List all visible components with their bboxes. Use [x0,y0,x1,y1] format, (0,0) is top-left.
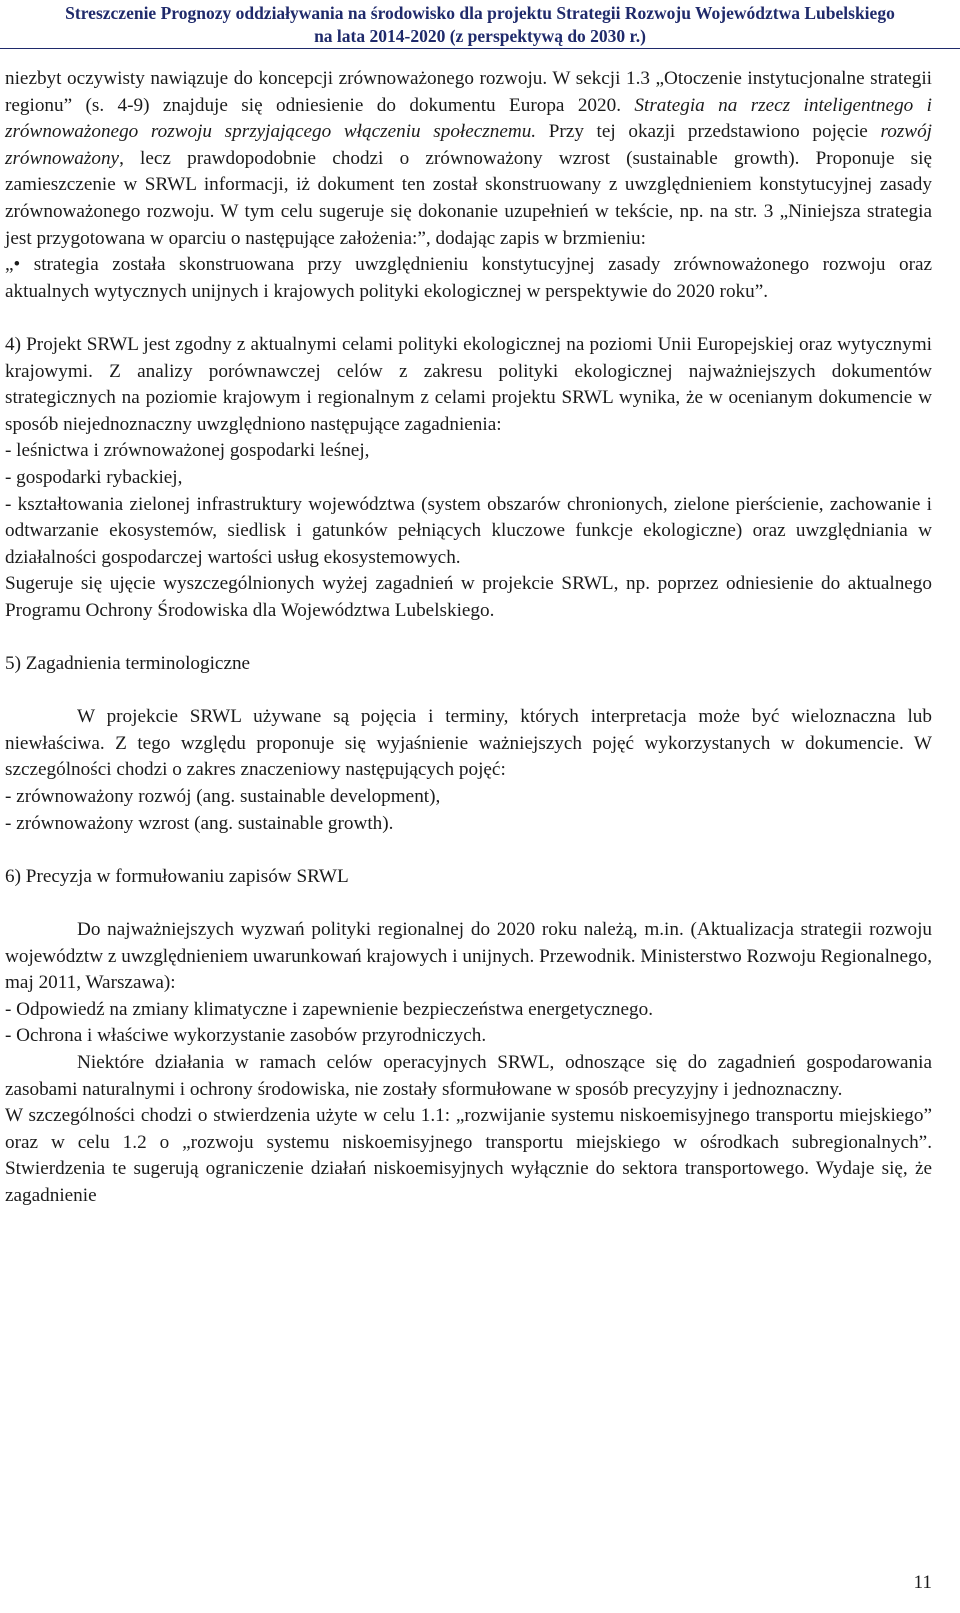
header-divider [0,48,960,49]
paragraph-section-6b: Niektóre działania w ramach celów operacyjnych SRWL, odnoszące się do zagadnień gospodarowania zasobami naturalnymi i ochrony środowiska, nie zostały sformułowane w sposób precyzyjny i jednoznaczny. [5,1051,932,1100]
section-heading-5: 5) Zagadnienia terminologiczne [5,653,251,675]
spacer [5,837,932,864]
list-item: - zrównoważony rozwój (ang. sustainable development), [5,786,441,808]
header-line-2: na lata 2014-2020 (z perspektywą do 2030 r.) [314,26,646,46]
list-item: - kształtowania zielonej infrastruktury województwa (system obszarów chronionych, zielone pierścienie, zachowanie i odtwarzanie ekosystemów, siedlisk i gatunków pełniących kluczowe funkcje ekologiczne) oraz uwzględniania w działalności gospodarczej wartości usług ekosystemowych. [5,493,932,568]
paragraph-section-4: 4) Projekt SRWL jest zgodny z aktualnymi celami polityki ekologicznej na poziomi Unii Europejskiej oraz wytycznymi krajowymi. Z analizy porównawczej celów z zakresu polityki ekologicznej najważniejszych dokumentów strategicznych na poziomie krajowym i regionalnym z celami projektu SRWL wynika, że w ocenianym dokumencie w sposób niejednoznaczny uwzględniono następujące zagadnienia: [5,333,932,435]
spacer [5,890,932,917]
list-item: - zrównoważony wzrost (ang. sustainable growth). [5,812,394,834]
text-run: niezbyt oczywisty nawiązuje do koncepcji zrównoważonego rozwoju. W sekcji 1.3 „Otoczenie instytucjonalne strategii regionu” (s. 4-9) znajduje się odniesienie do dokumentu Europa 2020. [5,68,932,116]
paragraph-section-5: W projekcie SRWL używane są pojęcia i terminy, których interpretacja może być wieloznaczna lub niewłaściwa. Z tego względu proponuje się wyjaśnienie ważniejszych pojęć wykorzystanych w dokumencie. W szczególności chodzi o zakres znaczeniowy następujących pojęć: [5,706,932,781]
italic-term: rozwój zrównoważony [5,121,932,169]
text-run: Przy tej okazji przedstawiono pojęcie [536,121,881,143]
list-item: - Ochrona i właściwe wykorzystanie zasobów przyrodniczych. [5,1025,487,1047]
spacer [5,678,932,705]
paragraph-section-6: Do najważniejszych wyzwań polityki regionalnej do 2020 roku należą, m.in. (Aktualizacja strategii rozwoju województw z uwzględnieniem uwarunkowań krajowych i unijnych. Przewodnik. Ministerstwo Rozwoju Regionalnego, maj 2011, Warszawa): [5,919,932,994]
list-item: - gospodarki rybackiej, [5,466,183,488]
paragraph-section-4-end: Sugeruje się ujęcie wyszczególnionych wyżej zagadnień w projekcie SRWL, np. poprzez odniesienie do aktualnego Programu Ochrony Środowiska dla Województwa Lubelskiego. [5,573,932,621]
proposed-quote: „• strategia została skonstruowana przy uwzględnieniu konstytucyjnej zasady zrównoważonego rozwoju oraz aktualnych wytycznych unijnych i krajowych polityki ekologicznej w perspektywie do 2020 roku”. [5,254,932,302]
list-item: - Odpowiedź na zmiany klimatyczne i zapewnienie bezpieczeństwa energetycznego. [5,998,653,1020]
spacer [5,305,932,332]
page-number: 11 [913,1572,932,1593]
spacer [5,624,932,651]
running-header [0,0,960,48]
section-heading-6: 6) Precyzja w formułowaniu zapisów SRWL [5,865,349,887]
body-text [5,66,932,1210]
list-item: - leśnictwa i zrównoważonej gospodarki leśnej, [5,440,370,462]
paragraph-section-6c: W szczególności chodzi o stwierdzenia użyte w celu 1.1: „rozwijanie systemu niskoemisyjnego transportu miejskiego” oraz w celu 1.2 o „rozwoju systemu niskoemisyjnego transportu miejskiego w ośrodkach subregionalnych”. Stwierdzenia te sugerują ograniczenie działań niskoemisyjnych wyłącznie do sektora transportowego. Wydaje się, że zagadnienie [5,1105,932,1206]
paragraph-section-3 [5,66,932,252]
header-line-1: Streszczenie Prognozy oddziaływania na środowisko dla projektu Strategii Rozwoju Województwa Lubelskiego [65,3,895,23]
italic-title: Strategia na rzecz inteligentnego i zrównoważonego rozwoju sprzyjającego włączeniu społecznemu. [5,94,932,143]
text-run: , lecz prawdopodobnie chodzi o zrównoważony wzrost (sustainable growth). Proponuje się zamieszczenie w SRWL informacji, iż dokument ten został skonstruowany z uwzględnieniem konstytucyjnej zasady zrównoważonego rozwoju. W tym celu sugeruje się dokonanie uzupełnień w tekście, np. na str. 3 „Niniejsza strategia jest przygotowana w oparciu o następujące założenia:”, dodając zapis w brzmieniu: [5,147,932,249]
